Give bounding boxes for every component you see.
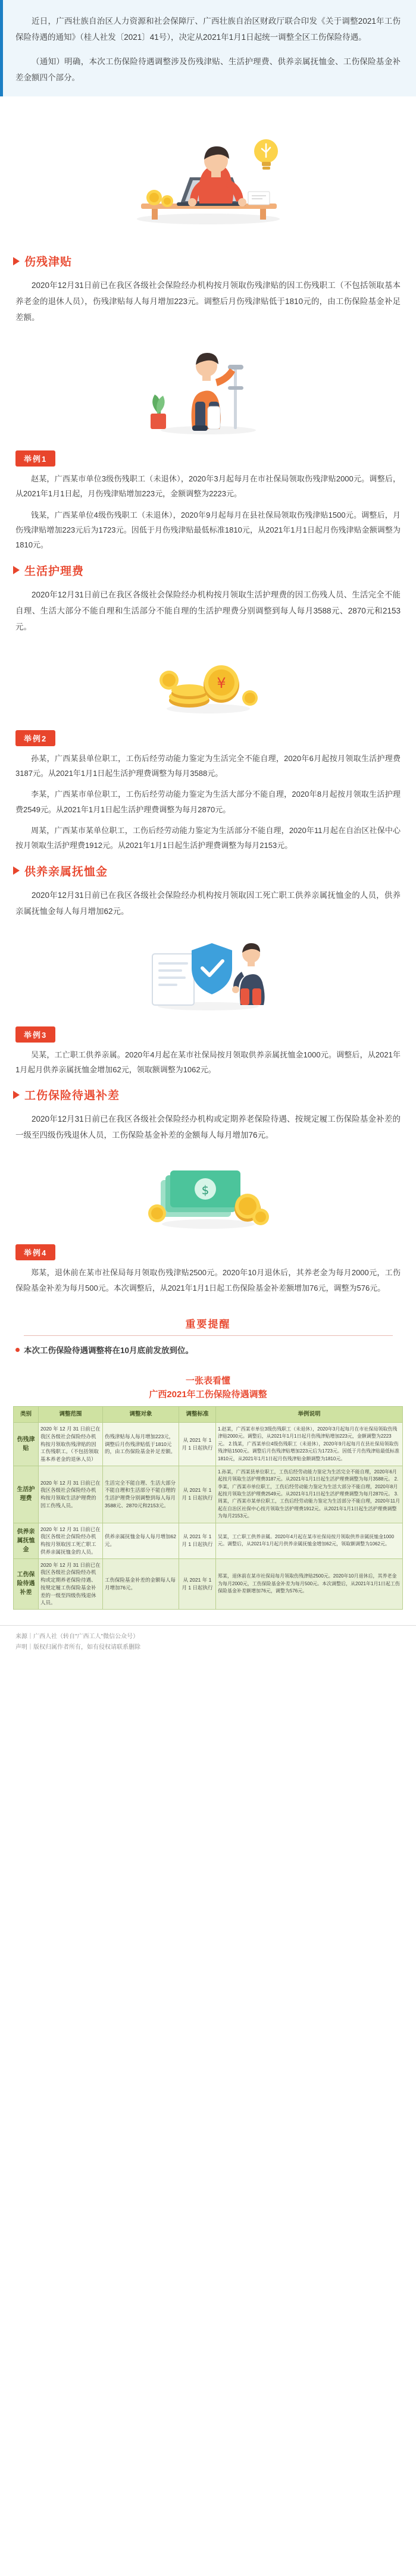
cell-standard: 从 2021 年 1 月 1 日起执行 xyxy=(179,1466,216,1523)
example-text-4-1: 郑某，退休前在某市社保局每月领取伤残津贴2500元。2020年10月退休后，其养老金为每月2000元，工伤保险基金补差为每月500元。本次调整后，从2021年1月1日起工伤保险基金补差额增加76元，调整为576元。 xyxy=(15,1268,401,1292)
example-tag-4: 举例4 xyxy=(15,1244,55,1260)
illustration-care-fee xyxy=(0,637,416,722)
example-text-1-2: 钱某，广西某单位4级伤残职工（未退休），2020年9月起每月在县社保局领取伤残津贴1500元。调整后，月伤残津贴增加223元后为1723元。因低于月伤残津贴最低标准1810元，从2021年1月1日起月伤残津贴金额调整为1810元。 xyxy=(15,510,401,550)
example-text-2-3: 周某，广西某市某单位职工，工伤后经劳动能力鉴定为生活部分不能自理，2020年11月起在自治区社保中心按月领取生活护理费1912元。从2021年1月1日起生活护理费调整为每月2153元。 xyxy=(15,826,401,850)
cell-target: 生活完全不能自理、生活大部分不能自理和生活部分不能自理的生活护理费分别调整到每人每月3588元、2870元和2153元。 xyxy=(103,1466,179,1523)
cell-target: 伤残津贴每人每月增加223元，调整后月伤残津贴低于1810元的，由工伤保险基金补足差额。 xyxy=(103,1423,179,1466)
col-standard: 调整标准 xyxy=(179,1406,216,1422)
triangle-bullet-icon xyxy=(13,1091,20,1099)
example-tag-2: 举例2 xyxy=(15,730,55,746)
footer-disclaimer: 声明｜版权归属作者所有，如有侵权请联系删除 xyxy=(15,1644,140,1651)
hero-illustration xyxy=(0,96,416,246)
cell-scope: 2020 年 12 月 31 日前已在我区各级社会保险经办机构按月领取伤残津贴的因工伤残职工。（不包括领取基本养老金的退休人员） xyxy=(39,1423,103,1466)
cell-example: 1.赵某，广西某市单位3级伤残职工（未退休），2020年3月起每月在市社保局领取伤残津贴2000元。调整后，从2021年1月1日起月伤残津贴增加223元，金额调整为2223元。 2.钱某，广西某单位4级伤残职工（未退休），2020年9月起每月在县社保局领取伤残津贴1500元。调整后月伤残津贴增加223元后为1723元。因低于月伤残津贴最低标准1810元，从2021年1月1日起月伤残津贴金额调整为1810元。 xyxy=(216,1423,403,1466)
section-title-2: 生活护理费 xyxy=(24,565,85,578)
table-row xyxy=(14,1558,403,1610)
cash-stack-icon xyxy=(137,1154,280,1231)
cell-standard: 从 2021 年 1 月 1 日起执行 xyxy=(179,1558,216,1610)
cell-scope: 2020 年 12 月 31 日前已在我区各级社会保险经办机构或定期养老保险待遇、按规定履工伤保险基金补差的一级至四级伤残退休人员。 xyxy=(39,1558,103,1610)
cell-example: 郑某，退休前在某市社保局每月领取伤残津贴2500元。2020年10月退休后，其养老金为每月2000元，工伤保险基金补差为每月500元。本次调整后，从2021年1月1日起工伤保险基金补差额增加76元，调整为576元。 xyxy=(216,1558,403,1610)
cell-category: 供养亲属抚恤金 xyxy=(14,1523,39,1558)
illustration-subsidy xyxy=(0,1145,416,1236)
col-category: 类别 xyxy=(14,1406,39,1422)
bullet-dot-icon xyxy=(15,1348,20,1352)
col-example: 举例说明 xyxy=(216,1406,403,1422)
section-body-3: 2020年12月31日前已在我区各级社会保险经办机构按月领取因工死亡职工供养亲属抚恤金的人员，供养亲属抚恤金每人每月增加62元。 xyxy=(15,890,401,916)
cell-example: 吴某，工亡职工供养亲属。2020年4月起在某市社保局按月领取供养亲属抚恤金1000元。调整后，从2021年1月起月供养亲属抚恤金增加62元，领取额调整为1062元。 xyxy=(216,1523,403,1558)
notice-text: 本次工伤保险待遇调整将在10月底前发放到位。 xyxy=(24,1346,194,1356)
table-header-row xyxy=(14,1406,403,1422)
illustration-dependents xyxy=(0,922,416,1018)
cell-example: 1.孙某，广西某县单位职工，工伤后经劳动能力鉴定为生活完全不能自理，2020年6月起按月领取生活护理费3187元。从2021年1月1日起生活护理费调整为每月3588元。 2.李某，广西某市单位职工，工伤后经劳动能力鉴定为生活大部分不能自理，2020年8月起按月领取生活护理费2549元。从2021年1月1日起生活护理费调整为每月2870元。 3.周某，广西某市某单位职工，工伤后经劳动能力鉴定为生活部分不能自理，2020年11月起在自治区社保中心按月领取生活护理费1912元。从2021年1月1日起生活护理费调整为每月2153元。 xyxy=(216,1466,403,1523)
adjustment-table xyxy=(13,1406,403,1610)
section-title-3: 供养亲属抚恤金 xyxy=(24,865,108,878)
section-heading-3 xyxy=(0,859,416,881)
intro-paragraph-2: （通知）明确，本次工伤保险待遇调整涉及伤残津贴、生活护理费、供养亲属抚恤金、工伤保险基金补差金额四个部分。 xyxy=(15,57,401,82)
injured-worker-icon xyxy=(134,336,283,437)
section-body-1: 2020年12月31日前已在我区各级社会保险经办机构按月领取伤残津贴的因工伤残职工（不包括领取基本养老金的退休人员），伤残津贴每人每月增加223元。调整后月伤残津贴低于1810元的，由工伤保险基金补足差额。 xyxy=(15,281,401,322)
cell-target: 工伤保险基金补差的金额每人每月增加76元。 xyxy=(103,1558,179,1610)
section-title-4: 工伤保险待遇补差 xyxy=(24,1090,120,1103)
section-body-2: 2020年12月31日前已在我区各级社会保险经办机构按月领取生活护理费的因工伤残人员、生活完全不能自理、生活大部分不能自理和生活部分不能自理的生活护理费分别调整到每人每月3588元、2870元和2153元。 xyxy=(15,590,401,631)
example-text-3-1: 吴某，工亡职工供养亲属。2020年4月起在某市社保局按月领取供养亲属抚恤金1000元。调整后，从2021年1月起月供养亲属抚恤金增加62元，领取额调整为1062元。 xyxy=(15,1050,401,1075)
example-tag-3: 举例3 xyxy=(15,1026,55,1043)
intro-block xyxy=(0,0,416,96)
table-heading-2: 广西2021年工伤保险待遇调整 xyxy=(149,1389,267,1400)
cell-category: 伤残津贴 xyxy=(14,1423,39,1466)
table-row xyxy=(14,1466,403,1523)
section-heading-2 xyxy=(0,559,416,581)
illustration-injury-allowance xyxy=(0,328,416,442)
notice-title: 重要提醒 xyxy=(185,1319,231,1331)
cell-category: 工伤保险待遇补差 xyxy=(14,1558,39,1610)
notice-divider xyxy=(24,1335,393,1336)
cell-standard: 从 2021 年 1 月 1 日起执行 xyxy=(179,1423,216,1466)
example-text-2-2: 李某，广西某市单位职工，工伤后经劳动能力鉴定为生活大部分不能自理，2020年8月起按月领取生活护理费2549元。从2021年1月1日起生活护理费调整为每月2870元。 xyxy=(15,790,401,814)
cell-category: 生活护理费 xyxy=(14,1466,39,1523)
person-at-desk-icon xyxy=(110,102,306,230)
cell-standard: 从 2021 年 1 月 1 日起执行 xyxy=(179,1523,216,1558)
cell-scope: 2020 年 12 月 31 日前已在我区各级社会保险经办机构按月领取生活护理费的因工伤残人员。 xyxy=(39,1466,103,1523)
example-tag-1: 举例1 xyxy=(15,450,55,467)
notice-line xyxy=(0,1343,416,1359)
col-target: 调整对象 xyxy=(103,1406,179,1422)
svg-text:¥: ¥ xyxy=(216,674,226,691)
section-heading-1 xyxy=(0,249,416,271)
cell-scope: 2020 年 12 月 31 日前已在我区各级社会保险经办机构按月领取因工死亡职工供养亲属抚恤金的人员。 xyxy=(39,1523,103,1558)
triangle-bullet-icon xyxy=(13,257,20,265)
table-row xyxy=(14,1523,403,1558)
triangle-bullet-icon xyxy=(13,866,20,875)
cell-target: 供养亲属抚恤金每人每月增加62元。 xyxy=(103,1523,179,1558)
example-text-2-1: 孙某，广西某县单位职工，工伤后经劳动能力鉴定为生活完全不能自理，2020年6月起按月领取生活护理费3187元。从2021年1月1日起生活护理费调整为每月3588元。 xyxy=(15,753,401,778)
example-text-1-1: 赵某，广西某市单位3级伤残职工（未退休），2020年3月起每月在市社保局领取伤残津贴2000元。调整后，从2021年1月1日起，月伤残津贴增加223元，金额调整为2223元。 xyxy=(15,474,401,499)
footer-source: 来源｜广西人社（转自"广西工人"微信公众号） xyxy=(15,1633,139,1641)
intro-paragraph-1: 近日，广西壮族自治区人力资源和社会保障厅、广西壮族自治区财政厅联合印发《关于调整2021年工伤保险待遇的通知》（桂人社发〔2021〕41号），决定从2021年1月1日起统一调整全区工伤保险待遇。 xyxy=(15,17,401,42)
table-row xyxy=(14,1423,403,1466)
col-scope: 调整范围 xyxy=(39,1406,103,1422)
footer xyxy=(0,1625,416,1666)
svg-text:$: $ xyxy=(201,1183,209,1198)
section-body-4: 2020年12月31日前已在我区各级社会保险经办机构或定期养老保险待遇、按规定履工伤保险基金补差的一级至四级伤残退休人员，工伤保险基金补差的金额每人每月增加76元。 xyxy=(15,1115,401,1140)
section-heading-4 xyxy=(0,1083,416,1105)
shield-family-icon xyxy=(131,930,286,1013)
table-heading-1: 一张表看懂 xyxy=(185,1375,230,1386)
section-title-1: 伤残津贴 xyxy=(24,256,73,268)
triangle-bullet-icon xyxy=(13,566,20,574)
money-coins-icon xyxy=(143,646,274,717)
